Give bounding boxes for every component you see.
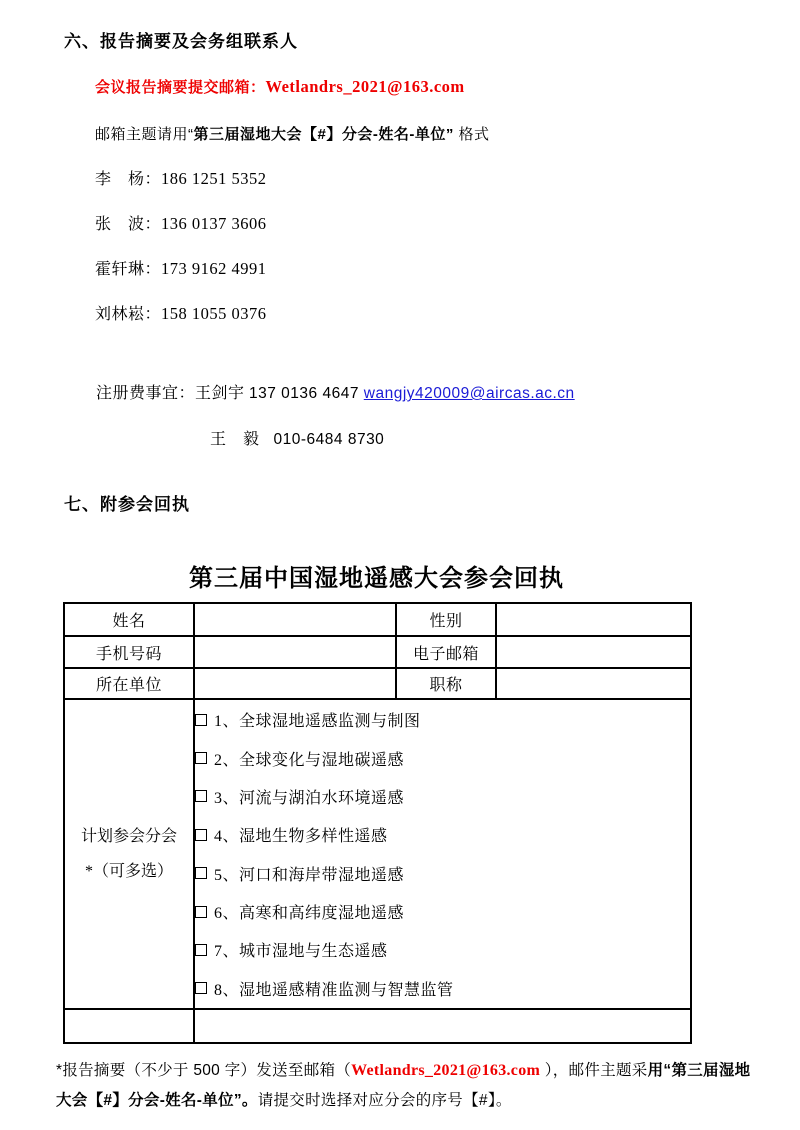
session-option: [195, 892, 690, 930]
registration-label: 注册费事宜：王剑宇: [96, 385, 250, 402]
contact-phone: 173 9162 4991: [161, 259, 267, 278]
registration-contact2-line: [210, 426, 384, 449]
input-cell-mobile: [194, 636, 396, 668]
registration-phone: 137 0136 4647: [249, 385, 364, 402]
input-cell-name: [194, 603, 396, 636]
table-row: [64, 668, 691, 699]
checkbox-icon: [195, 944, 207, 956]
sessions-list-cell: [194, 699, 691, 1009]
section6-heading: 六、报告摘要及会务组联系人: [64, 32, 298, 51]
session-option-label: 3、河流与湖泊水环境遥感: [214, 789, 405, 807]
input-cell-email: [496, 636, 691, 668]
input-cell-gender: [496, 603, 691, 636]
session-option-label: 5、河口和海岸带湿地遥感: [214, 866, 405, 884]
input-cell-title: [496, 668, 691, 699]
contact-name: 李 杨：: [95, 171, 162, 188]
session-option-label: 7、城市湿地与生态遥感: [214, 943, 388, 961]
field-label-gender: 性别: [396, 603, 496, 636]
contact-row: [95, 301, 267, 324]
field-label-mobile: 手机号码: [64, 636, 194, 668]
checkbox-icon: [195, 906, 207, 918]
session-option-label: 6、高寒和高纬度湿地遥感: [214, 905, 405, 923]
session-option: [195, 969, 690, 1007]
checkbox-icon: [195, 714, 207, 726]
contact-name: 霍轩琳：: [95, 261, 162, 278]
session-option: [195, 854, 690, 892]
checkbox-icon: [195, 982, 207, 994]
abstract-email-address: Wetlandrs_2021@163.com: [265, 77, 465, 96]
checkbox-icon: [195, 790, 207, 802]
session-option-label: 2、全球变化与湿地碳遥感: [214, 751, 405, 769]
empty-cell-left: [64, 1009, 194, 1043]
contact-phone: 186 1251 5352: [161, 169, 267, 188]
session-option: [195, 777, 690, 815]
session-option-label: 1、全球湿地遥感监测与制图: [214, 713, 421, 731]
reply-form-title-wrap: [63, 558, 690, 593]
registration-contact2-phone: 010-6484 8730: [273, 431, 385, 448]
contact-phone: 158 1055 0376: [161, 304, 267, 323]
checkbox-icon: [195, 829, 207, 841]
session-option-label: 4、湿地生物多样性遥感: [214, 828, 388, 846]
subject-format-bold: 第三届湿地大会【#】分会-姓名-单位”: [193, 126, 454, 143]
contact-row: [95, 211, 267, 234]
sessions-label-line1: 计划参会分会: [80, 828, 177, 845]
reply-form-title: 第三届中国湿地遥感大会参会回执: [189, 566, 564, 592]
contact-name: 刘林崧：: [95, 306, 162, 323]
session-option-label: 8、湿地遥感精准监测与智慧监管: [214, 981, 454, 999]
subject-prefix: 邮箱主题请用“: [95, 126, 194, 143]
footnote-part2: ），邮件主题采: [540, 1062, 648, 1079]
empty-cell-right: [194, 1009, 691, 1043]
field-label-email: 电子邮箱: [396, 636, 496, 668]
input-cell-affiliation: [194, 668, 396, 699]
footnote-email: Wetlandrs_2021@163.com: [351, 1062, 541, 1079]
abstract-email-label: 会议报告摘要提交邮箱：: [95, 79, 266, 96]
contact-row: [95, 256, 267, 279]
session-option: [195, 700, 690, 738]
sessions-label-cell: [64, 699, 194, 1009]
registration-contact2-name: 王 毅: [210, 431, 260, 448]
session-option: [195, 739, 690, 777]
table-row: [64, 636, 691, 668]
table-row: [64, 603, 691, 636]
session-option: [195, 816, 690, 854]
subject-format-line: [95, 123, 490, 144]
section7-heading: 七、附参会回执: [64, 495, 190, 514]
footnote-part4: 请提交时选择对应分会的序号【#】。: [257, 1091, 512, 1109]
contact-phone: 136 0137 3606: [161, 214, 267, 233]
field-label-title: 职称: [396, 668, 496, 699]
table-row-sessions: [64, 699, 691, 1009]
checkbox-icon: [195, 752, 207, 764]
table-row-empty: [64, 1009, 691, 1043]
sessions-label-line2: *（可多选）: [84, 863, 173, 880]
field-label-affiliation: 所在单位: [64, 668, 194, 699]
session-option: [195, 931, 690, 969]
field-label-name: 姓名: [64, 603, 194, 636]
contact-row: [95, 166, 267, 189]
registration-email-link[interactable]: wangjy420009@aircas.ac.cn: [363, 385, 575, 402]
footnote-subject-format: 用“第三届湿地大会【#】分会-姓名-单位”。: [56, 1062, 751, 1109]
contact-name: 张 波：: [95, 216, 162, 233]
subject-suffix: 格式: [453, 126, 490, 143]
footnote: [56, 1056, 752, 1115]
checkbox-icon: [195, 867, 207, 879]
registration-fee-line: [96, 380, 575, 403]
reply-form-table: [63, 602, 692, 1044]
footnote-part1: *报告摘要（不少于 500 字）发送至邮箱（: [56, 1062, 352, 1079]
abstract-email-line: [95, 76, 465, 97]
